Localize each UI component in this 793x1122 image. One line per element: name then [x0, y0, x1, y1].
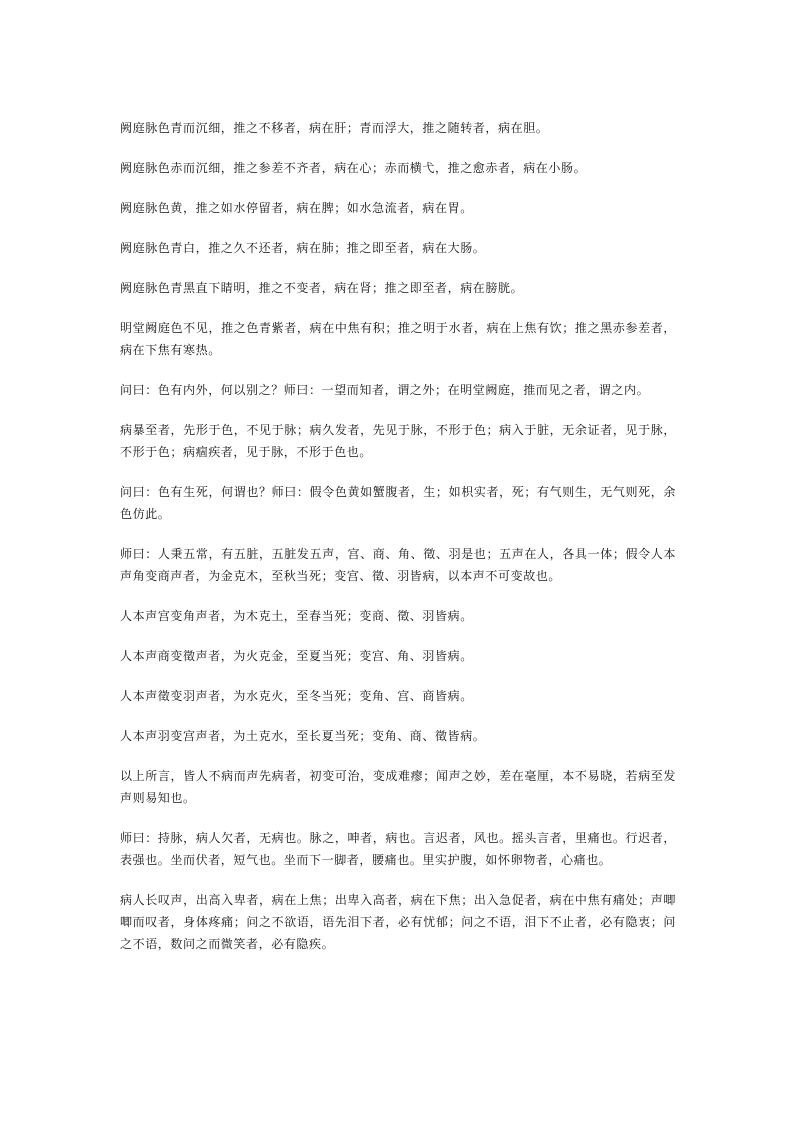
paragraph-10: 师曰：人秉五常，有五脏，五脏发五声，宫、商、角、徵、羽是也；五声在人，各具一体；假令人本声角变商声者，为金克木，至秋当死；变宫、徵、羽皆病，以本声不可变故也。 [120, 547, 676, 583]
paragraph-3: 阙庭脉色黄，推之如水停留者，病在脾；如水急流者，病在胃。 [120, 201, 473, 215]
paragraph-5: 阙庭脉色青黑直下睛明，推之不变者，病在肾；推之即至者，病在膀胱。 [120, 281, 524, 295]
paragraph-15: 以上所言，皆人不病而声先病者，初变可治，变成难瘳；闻声之妙，差在毫厘，本不易晓，若病至发声则易知也。 [120, 769, 676, 805]
paragraph-9: 问曰：色有生死，何谓也？师曰：假令色黄如蟹腹者，生；如枳实者，死；有气则生，无气则死，余色仿此。 [120, 485, 676, 521]
paragraph-8: 病暴至者，先形于色，不见于脉；病久发者，先见于脉，不形于色；病入于脏，无余证者，见于脉，不形于色；病痼疾者，见于脉，不形于色也。 [120, 423, 676, 459]
paragraph-13: 人本声徵变羽声者，为水克火，至冬当死；变角、宫、商皆病。 [120, 689, 473, 703]
paragraph-12: 人本声商变徵声者，为火克金，至夏当死；变宫、角、羽皆病。 [120, 649, 473, 663]
paragraph-6: 明堂阙庭色不见，推之色青紫者，病在中焦有积；推之明于水者，病在上焦有饮；推之黑赤参差者，病在下焦有寒热。 [120, 321, 676, 357]
paragraph-17: 病人长叹声，出高入卑者，病在上焦；出卑入高者，病在下焦；出入急促者，病在中焦有痛处；声唧唧而叹者，身体疼痛；问之不欲语，语先泪下者，必有忧郁；问之不语，泪下不止者，必有隐衷；问之不语，数问之而微笑者，必有隐疾。 [120, 893, 676, 951]
paragraph-2: 阙庭脉色赤而沉细，推之参差不齐者，病在心；赤而横弋，推之愈赤者，病在小肠。 [120, 161, 587, 175]
document-body [120, 117, 676, 955]
paragraph-7: 问曰：色有内外，何以别之？师曰：一望而知者，谓之外；在明堂阙庭，推而见之者，谓之内。 [120, 383, 650, 397]
paragraph-14: 人本声羽变宫声者，为土克水，至长夏当死；变角、商、徵皆病。 [120, 729, 486, 743]
paragraph-1: 阙庭脉色青而沉细，推之不移者，病在肝；青而浮大，推之随转者，病在胆。 [120, 121, 549, 135]
paragraph-16: 师曰：持脉，病人欠者，无病也。脉之，呻者，病也。言迟者，风也。摇头言者，里痛也。行迟者，表强也。坐而伏者，短气也。坐而下一脚者，腰痛也。里实护腹，如怀卵物者，心痛也。 [120, 831, 676, 867]
paragraph-4: 阙庭脉色青白，推之久不还者，病在肺；推之即至者，病在大肠。 [120, 241, 486, 255]
paragraph-11: 人本声宫变角声者，为木克土，至春当死；变商、徵、羽皆病。 [120, 609, 473, 623]
